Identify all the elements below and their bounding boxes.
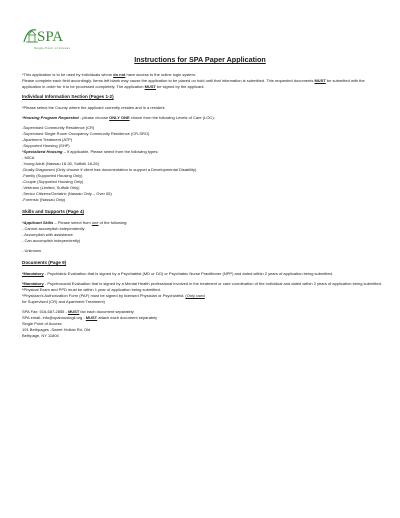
svg-text:SPA: SPA [37, 29, 64, 45]
paf-note-continued: for Supervised (CR) and Apartment Treatment) [22, 298, 105, 304]
skill-option: - Accomplish with assistance [22, 231, 73, 237]
specialized-housing-note: *Specialized Housing – If applicable, Please select from the following types: [22, 148, 159, 154]
instructions-body [22, 72, 382, 339]
specialized-option: -Dually Diagnosed (Only choose if client has documentation to support a Developmental Disability) [22, 166, 197, 172]
physical-exam-note: *Physical Exam and PPD must be within 1 year of application being submitted. [22, 286, 161, 292]
paf-note: *Physician's Authorization Form (PAF) must be signed by licensed Physician or Psychiatrist. (Only used [22, 292, 205, 298]
mandatory-psychosocial-eval: *Mandatory - Psychosocial Evaluation that is signed by a Mental Health professional involved in the treatment or care coordination of the individual and dated within 2 years of application being submitted. [22, 280, 382, 286]
specialized-option: - MICA [22, 154, 35, 160]
specialized-option: -Veterans (Limited, Suffolk Only) [22, 184, 80, 190]
mandatory-psychiatric-eval: *Mandatory - Psychiatric Evaluation that is signed by a Psychiatrist (MD or DO) or Psychiatric Nurse Practitioner (NPP) and dated within 2 years of application being submitted. [22, 270, 334, 276]
county-note: *Please select the County where the applicant currently resides and is a resident. [22, 104, 166, 110]
loc-option: -Supervised Single Room Occupancy Community Residence (CR-SRO) [22, 130, 150, 136]
section-heading-individual-info: Individual Information Section (Pages 1-2) [22, 94, 114, 99]
skill-option-unknown: - Unknown [22, 247, 42, 253]
specialized-option: -Senior Citizens/Geriatric (Nassau Only – Over 55) [22, 190, 112, 196]
housing-program-note: *Housing Program Requested - please choose ONLY ONE choice from the following Levels of Care (LOC): [22, 114, 215, 120]
section-heading-skills: Skills and Supports (Page 4) [22, 208, 85, 214]
page-title: Instructions for SPA Paper Application [134, 55, 266, 64]
intro-line-2: Please complete each field accordingly. Items left blank may cause the application to be placed on hold until that information is submitted. This requested documents MUST be submitted with the application in order for it to be processed completely. The application MUST be signed by the applicant. [22, 78, 365, 89]
specialized-option: -Family (Supported Housing Only) [22, 172, 83, 178]
specialized-option: -Couple (Supported Housing Only) [22, 178, 84, 184]
section-heading-documents: Documents (Page 9) [22, 259, 67, 265]
specialized-option: -Young Adult (Nassau 18-30, Suffolk 18-26) [22, 160, 99, 166]
spa-fax: SPA Fax: 516-687-2855 - MUST fax each document separately [22, 308, 134, 314]
loc-option: -Supported Housing (SHP) [22, 142, 70, 148]
specialized-option: -Forensic (Nassau Only) [22, 196, 66, 202]
intro-line-1: *This application is to be used by individuals whom do not have access to the online login system. [22, 72, 197, 77]
skill-option: - Can accomplish independently) [22, 237, 81, 243]
spa-address-line-1: 191 Bethpages -Sweet Hollow Rd. Old [22, 326, 91, 332]
spa-email: SPA email- info@spahousingli.org - MUST attach each document separately [22, 314, 158, 320]
skill-option: - Cannot accomplish independently [22, 225, 85, 231]
spa-logo-graphic [22, 24, 82, 48]
loc-option: -Supervised Community Residence (CR) [22, 124, 95, 130]
spa-logo [22, 24, 92, 54]
spa-tagline: Single Point of Access [34, 46, 71, 50]
loc-option: -Apartment Treatment (ATP) [22, 136, 73, 142]
spa-org-name: Single Point of Access [22, 320, 62, 326]
spa-address-line-2: Bethpage, NY 11804 [22, 332, 59, 338]
applicant-skills-note: *Applicant Skills – Please select from one of the following: [22, 219, 128, 225]
